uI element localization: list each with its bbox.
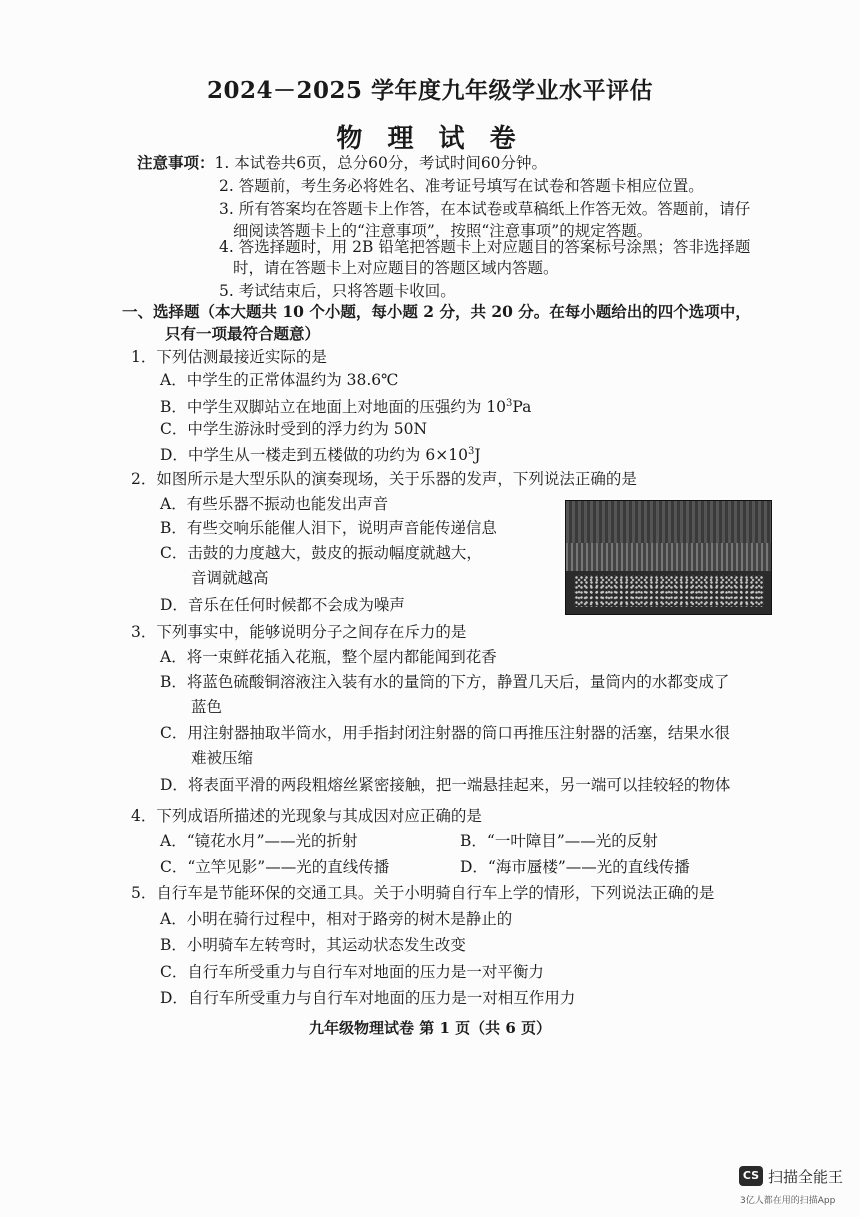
notice-item-3-cont: 细阅读答题卡上的“注意事项”，按照“注意事项”的规定答题。 (233, 222, 653, 240)
orchestra-players (574, 575, 764, 607)
camscanner-tagline: 3亿人都在用的扫描App (740, 1196, 836, 1206)
camscanner-logo-icon: CS (739, 1166, 763, 1186)
section-heading: 一、选择题（本大题共 10 个小题，每小题 2 分，共 20 分。在每小题给出的四个选项中， (122, 302, 751, 321)
q2-option-c: C．击鼓的力度越大，鼓皮的振动幅度就越大， (160, 544, 482, 562)
q5-option-d: D．自行车所受重力与自行车对地面的压力是一对相互作用力 (160, 989, 576, 1007)
notice-item-2: 2. 答题前，考生务必将姓名、准考证号填写在试卷和答题卡相应位置。 (219, 177, 704, 195)
q3-option-b: B．将蓝色硫酸铜溶液注入装有水的量筒的下方，静置几天后，量筒内的水都变成了 (160, 673, 730, 691)
q3-option-b-cont: 蓝色 (191, 698, 223, 716)
orchestra-photo (565, 500, 772, 615)
q1-option-b-text: B．中学生双脚站立在地面上对地面的压强约为 10 (160, 398, 507, 417)
q3-option-c: C．用注射器抽取半筒水，用手指封闭注射器的筒口再推压注射器的活塞，结果水很 (160, 724, 730, 742)
exam-title: 2024－2025 学年度九年级学业水平评估 (206, 77, 654, 104)
q2-option-b: B．有些交响乐能催人泪下，说明声音能传递信息 (160, 519, 497, 537)
notice-item-4: 4. 答选择题时，用 2B 铅笔把答题卡上对应题目的答案标号涂黑；答非选择题 (219, 238, 751, 256)
hall-ceiling (566, 501, 771, 543)
q4-option-d: D．“海市蜃楼”——光的直线传播 (460, 858, 690, 876)
q2-option-c-cont: 音调就越高 (191, 569, 269, 587)
q1-option-a: A．中学生的正常体温约为 38.6℃ (160, 371, 399, 389)
q5-stem: 5．自行车是节能环保的交通工具。关于小明骑自行车上学的情形，下列说法正确的是 (131, 884, 715, 902)
exam-subtitle: 物 理 试 卷 (336, 124, 524, 154)
q1-option-d-exponent: 3 (467, 446, 475, 457)
q2-option-d: D．音乐在任何时候都不会成为噪声 (160, 596, 405, 614)
q1-option-d (160, 442, 481, 465)
q1-option-d-unit: J (474, 446, 481, 465)
q5-option-b: B．小明骑车左转弯时，其运动状态发生改变 (160, 936, 466, 954)
notice-item-1: 1. 本试卷共6页，总分60分，考试时间60分钟。 (214, 154, 548, 172)
notice-item-3: 3. 所有答案均在答题卡上作答，在本试卷或草稿纸上作答无效。答题前，请仔 (219, 200, 751, 218)
q1-option-b-unit: Pa (512, 398, 532, 417)
q3-option-c-cont: 难被压缩 (191, 749, 254, 767)
q4-option-c: C．“立竿见影”——光的直线传播 (160, 858, 390, 876)
q1-option-c: C．中学生游泳时受到的浮力约为 50N (160, 420, 428, 438)
hall-wall (566, 543, 771, 571)
q1-option-b-exponent: 3 (506, 398, 513, 409)
q3-stem: 3．下列事实中，能够说明分子之间存在斥力的是 (131, 623, 467, 641)
q1-option-b (160, 394, 531, 417)
q5-option-a: A．小明在骑行过程中，相对于路旁的树木是静止的 (160, 910, 513, 928)
camscanner-name: 扫描全能王 (768, 1168, 844, 1186)
notice-label: 注意事项： (137, 153, 215, 172)
q4-option-b: B．“一叶障目”——光的反射 (460, 832, 658, 850)
notice-item-5: 5. 考试结束后，只将答题卡收回。 (219, 282, 456, 300)
q1-stem: 1．下列估测最接近实际的是 (131, 348, 327, 366)
q4-option-a: A．“镜花水月”——光的折射 (160, 832, 358, 850)
q2-stem: 2．如图所示是大型乐队的演奏现场，关于乐器的发声，下列说法正确的是 (131, 470, 637, 488)
q3-option-d: D．将表面平滑的两段粗熔丝紧密接触，把一端悬挂起来，另一端可以挂较轻的物体 (160, 776, 731, 794)
page-footer: 九年级物理试卷 第 1 页（共 6 页） (309, 1019, 551, 1037)
q2-option-a: A．有些乐器不振动也能发出声音 (160, 495, 389, 513)
q3-option-a: A．将一束鲜花插入花瓶，整个屋内都能闻到花香 (160, 648, 497, 666)
notice-row-1 (137, 153, 547, 173)
notice-item-4-cont: 时，请在答题卡上对应题目的答题区域内答题。 (233, 259, 559, 277)
q5-option-c: C．自行车所受重力与自行车对地面的压力是一对平衡力 (160, 963, 544, 981)
q1-option-d-text: D．中学生从一楼走到五楼做的功约为 6×10 (160, 446, 468, 465)
q4-stem: 4．下列成语所描述的光现象与其成因对应正确的是 (131, 807, 482, 825)
section-heading-cont: 只有一项最符合题意） (165, 324, 321, 343)
